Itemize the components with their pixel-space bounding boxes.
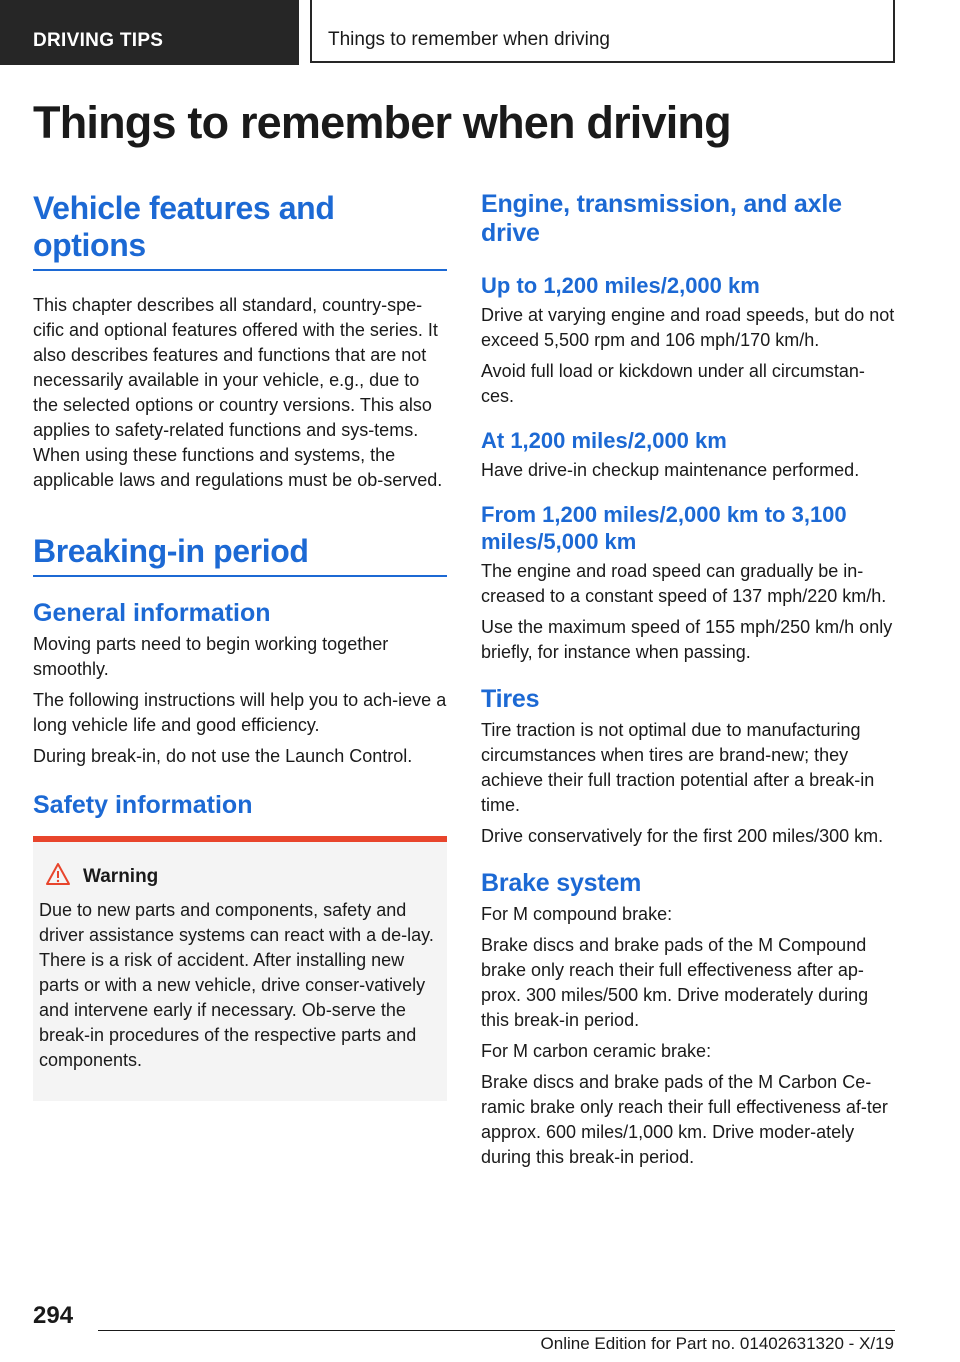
header-section-label: DRIVING TIPS bbox=[33, 30, 164, 51]
upto-1200-p2: Avoid full load or kickdown under all circumstan-ces. bbox=[481, 361, 865, 406]
tires-p1: Tire traction is not optimal due to manufacturing circumstances when tires are brand-new; they achieve their full traction potential after a break-in time. bbox=[481, 720, 875, 815]
left-column bbox=[33, 190, 447, 1101]
at-1200-p1: Have drive-in checkup maintenance performed. bbox=[481, 460, 860, 480]
upto-1200-p1: Drive at varying engine and road speeds, but do not exceed 5,500 rpm and 106 mph/170 km/h. bbox=[481, 305, 895, 350]
from-1200-p1: The engine and road speed can gradually be in-creased to a constant speed of 137 mph/220 km/h. bbox=[481, 561, 887, 606]
warning-title: Warning bbox=[83, 866, 159, 887]
upto-1200-heading: Up to 1,200 miles/2,000 km bbox=[481, 273, 760, 298]
general-info-p1: Moving parts need to begin working together smoothly. bbox=[33, 634, 389, 679]
breaking-in-heading-block bbox=[33, 533, 447, 577]
general-information-heading: General information bbox=[33, 599, 271, 627]
page-number: 294 bbox=[33, 1302, 74, 1329]
tires-heading: Tires bbox=[481, 685, 540, 713]
warning-text: Due to new parts and components, safety and driver assistance systems can react with a de-lay. There is a risk of accident. After installing new parts or with a new vehicle, drive conser-vatively and intervene early if necessary. Ob-serve the break-in procedures of the respective parts and components. bbox=[39, 900, 434, 1070]
header-section-tab bbox=[0, 0, 299, 65]
brakes-p2: Brake discs and brake pads of the M Compound brake only reach their full effectiveness after ap-prox. 300 miles/500 km. Drive moderately during this break-in period. bbox=[481, 935, 869, 1030]
page-title: Things to remember when driving bbox=[33, 97, 731, 148]
from-1200-p2: Use the maximum speed of 155 mph/250 km/h only briefly, for instance when passing. bbox=[481, 617, 893, 662]
engine-heading: Engine, transmission, and axle drive bbox=[481, 190, 842, 247]
footer-edition: Online Edition for Part no. 01402631320 - X/19 bbox=[540, 1334, 894, 1353]
breadcrumb-label: Things to remember when driving bbox=[328, 29, 610, 50]
warning-box bbox=[33, 836, 447, 1101]
warning-triangle-icon bbox=[45, 862, 71, 892]
warning-title-row bbox=[45, 862, 441, 892]
general-info-p2: The following instructions will help you to ach-ieve a long vehicle life and good efficiency. bbox=[33, 690, 447, 735]
right-column bbox=[481, 190, 896, 1176]
tires-p2: Drive conservatively for the first 200 miles/300 km. bbox=[481, 826, 884, 846]
brake-system-heading: Brake system bbox=[481, 869, 642, 897]
brakes-p1: For M compound brake: bbox=[481, 904, 673, 924]
safety-information-heading: Safety information bbox=[33, 791, 253, 819]
header-breadcrumb bbox=[310, 0, 895, 63]
general-info-p3: During break-in, do not use the Launch Control. bbox=[33, 746, 413, 766]
vehicle-features-heading: Vehicle features and options bbox=[33, 190, 335, 263]
vehicle-features-text: This chapter describes all standard, country-spe-cific and optional features offered with the series. It also describes features and functions that are not necessarily available in your vehicle, e.g., due to the selected options or country versions. This also applies to safety-related functions and sys-tems. When using these functions and systems, the applicable laws and regulations must be ob-served. bbox=[33, 295, 443, 490]
vehicle-features-heading-block bbox=[33, 190, 447, 271]
footer-divider bbox=[98, 1330, 895, 1331]
brakes-p4: Brake discs and brake pads of the M Carbon Ce-ramic brake only reach their full effectiveness af-ter approx. 600 miles/1,000 km. Drive moder-ately during this break-in period. bbox=[481, 1072, 888, 1167]
breaking-in-heading: Breaking-in period bbox=[33, 533, 309, 569]
from-1200-heading: From 1,200 miles/2,000 km to 3,100 miles/5,000 km bbox=[481, 502, 847, 554]
brakes-p3: For M carbon ceramic brake: bbox=[481, 1041, 712, 1061]
at-1200-heading: At 1,200 miles/2,000 km bbox=[481, 428, 727, 453]
